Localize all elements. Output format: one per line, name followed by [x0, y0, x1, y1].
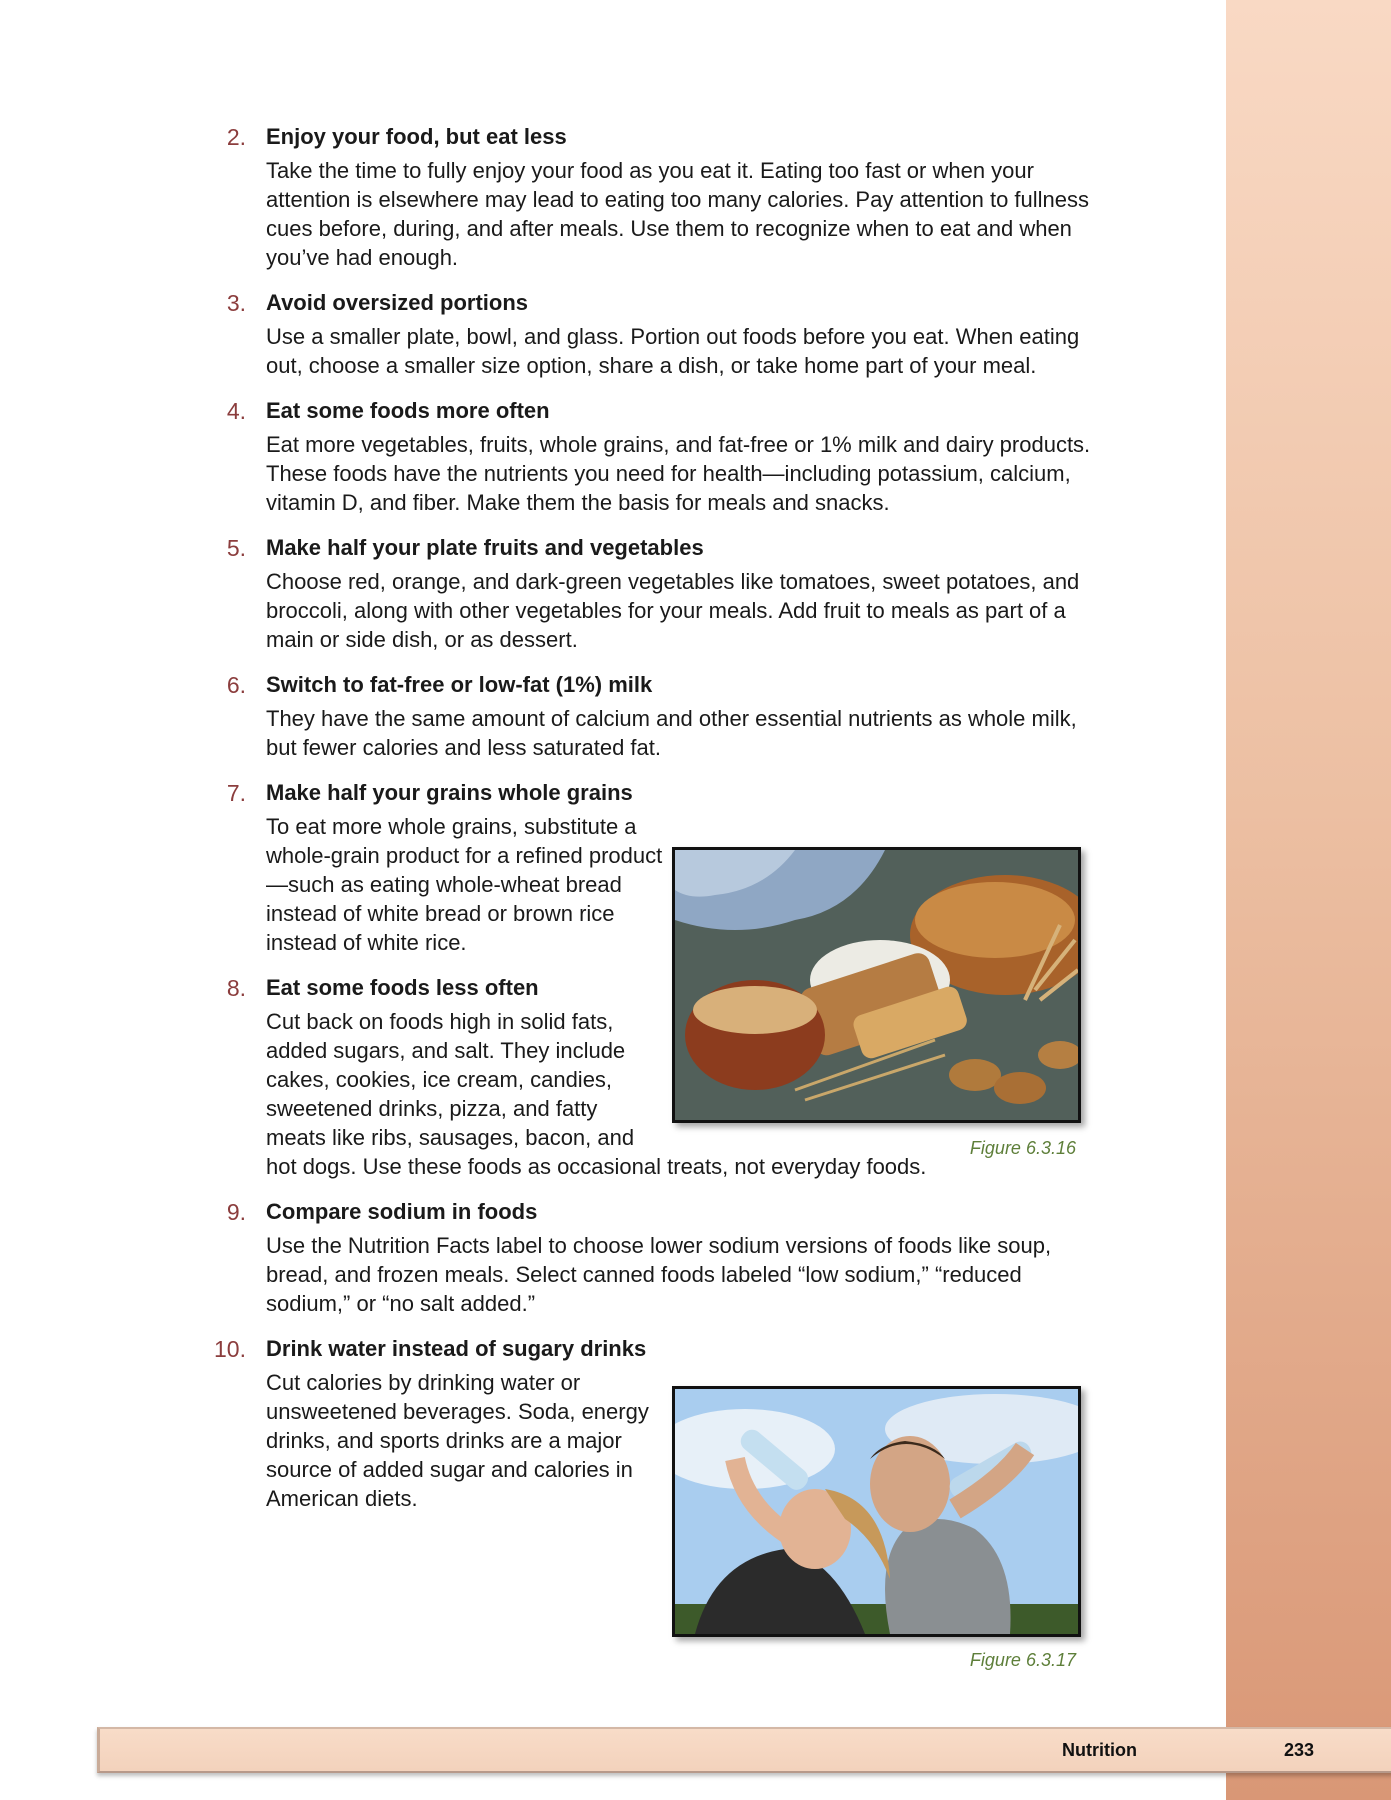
list-item: [200, 533, 1106, 654]
item-body-text: Cut back on foods high in solid fats, added sugars, and salt. They include cakes, cookies, ice cream, candies, sweetened drinks, pizza, and fatty meats like ribs, sausages, bacon, and hot dogs. Use these foods as occasional treats, not everyday foods.: [266, 1009, 927, 1179]
list-item: [200, 288, 1106, 380]
side-color-band: [1226, 0, 1391, 1800]
item-title: Avoid oversized portions: [266, 290, 529, 315]
item-number: 5.: [226, 535, 246, 561]
item-number: 8.: [226, 975, 246, 1001]
footer-bar: [97, 1727, 1391, 1773]
drinking-water-photo: [672, 1386, 1081, 1637]
list-item: [200, 670, 1106, 762]
item-number: 10.: [214, 1336, 246, 1362]
item-title: Enjoy your food, but eat less: [266, 124, 567, 149]
item-title: Eat some foods more often: [266, 398, 550, 423]
item-title: Make half your plate fruits and vegetables: [266, 535, 704, 560]
footer-section-label: Nutrition: [1062, 1740, 1137, 1760]
item-body: To eat more whole grains, substitute a whole-grain product for a refined product—such as eating whole-wheat bread instead of white bread or brown rice instead of white rice.: [266, 814, 663, 955]
item-number: 4.: [226, 398, 246, 424]
tips-list: [200, 122, 1100, 1529]
item-body: Choose red, orange, and dark-green vegetables like tomatoes, sweet potatoes, and broccoli, along with other vegetables for your meals. Add fruit to meals as part of a main or side dish, or as dessert.: [266, 569, 1080, 652]
item-body: Use a smaller plate, bowl, and glass. Portion out foods before you eat. When eating out, choose a smaller size option, share a dish, or take home part of your meal.: [266, 324, 1080, 378]
item-title: Switch to fat-free or low-fat (1%) milk: [266, 672, 653, 697]
item-title: Make half your grains whole grains: [266, 780, 633, 805]
item-number: 3.: [226, 290, 246, 316]
item-title: Drink water instead of sugary drinks: [266, 1336, 647, 1361]
list-item: [200, 1197, 1106, 1318]
item-body: Cut calories by drinking water or unsweetened beverages. Soda, energy drinks, and sports drinks are a major source of added sugar and calories in American diets.: [266, 1370, 649, 1511]
figure-caption: Figure 6.3.16: [969, 1138, 1076, 1158]
drinking-water-illustration: [675, 1389, 1078, 1634]
item-body: Use the Nutrition Facts label to choose lower sodium versions of foods like soup, bread, and frozen meals. Select canned foods labeled “low sodium,” “reduced sodium,” or “no salt added.”: [266, 1233, 1052, 1316]
item-number: 9.: [226, 1199, 246, 1225]
item-number: 7.: [226, 780, 246, 806]
list-item: [200, 1334, 666, 1513]
list-item: [200, 396, 1106, 517]
item-title: Compare sodium in foods: [266, 1199, 538, 1224]
item-title: Eat some foods less often: [266, 975, 539, 1000]
list-item: [200, 122, 1106, 272]
list-item: [200, 778, 666, 957]
item-body: They have the same amount of calcium and other essential nutrients as whole milk, but fewer calories and less saturated fat.: [266, 706, 1077, 760]
item-number: 2.: [226, 124, 246, 150]
item-number: 6.: [226, 672, 246, 698]
figure-caption: Figure 6.3.17: [969, 1650, 1076, 1670]
item-body: Eat more vegetables, fruits, whole grains, and fat-free or 1% milk and dairy products. These foods have the nutrients you need for health—including potassium, calcium, vitamin D, and fiber. Make them the basis for meals and snacks.: [266, 432, 1091, 515]
bread-grains-photo: [672, 847, 1081, 1123]
bread-grains-illustration: [675, 850, 1078, 1120]
item-body: Take the time to fully enjoy your food as you eat it. Eating too fast or when your attention is elsewhere may lead to eating too many calories. Pay attention to fullness cues before, during, and after meals. Use them to recognize when to eat and when you’ve had enough.: [266, 158, 1090, 270]
page-number: 233: [1284, 1740, 1315, 1760]
